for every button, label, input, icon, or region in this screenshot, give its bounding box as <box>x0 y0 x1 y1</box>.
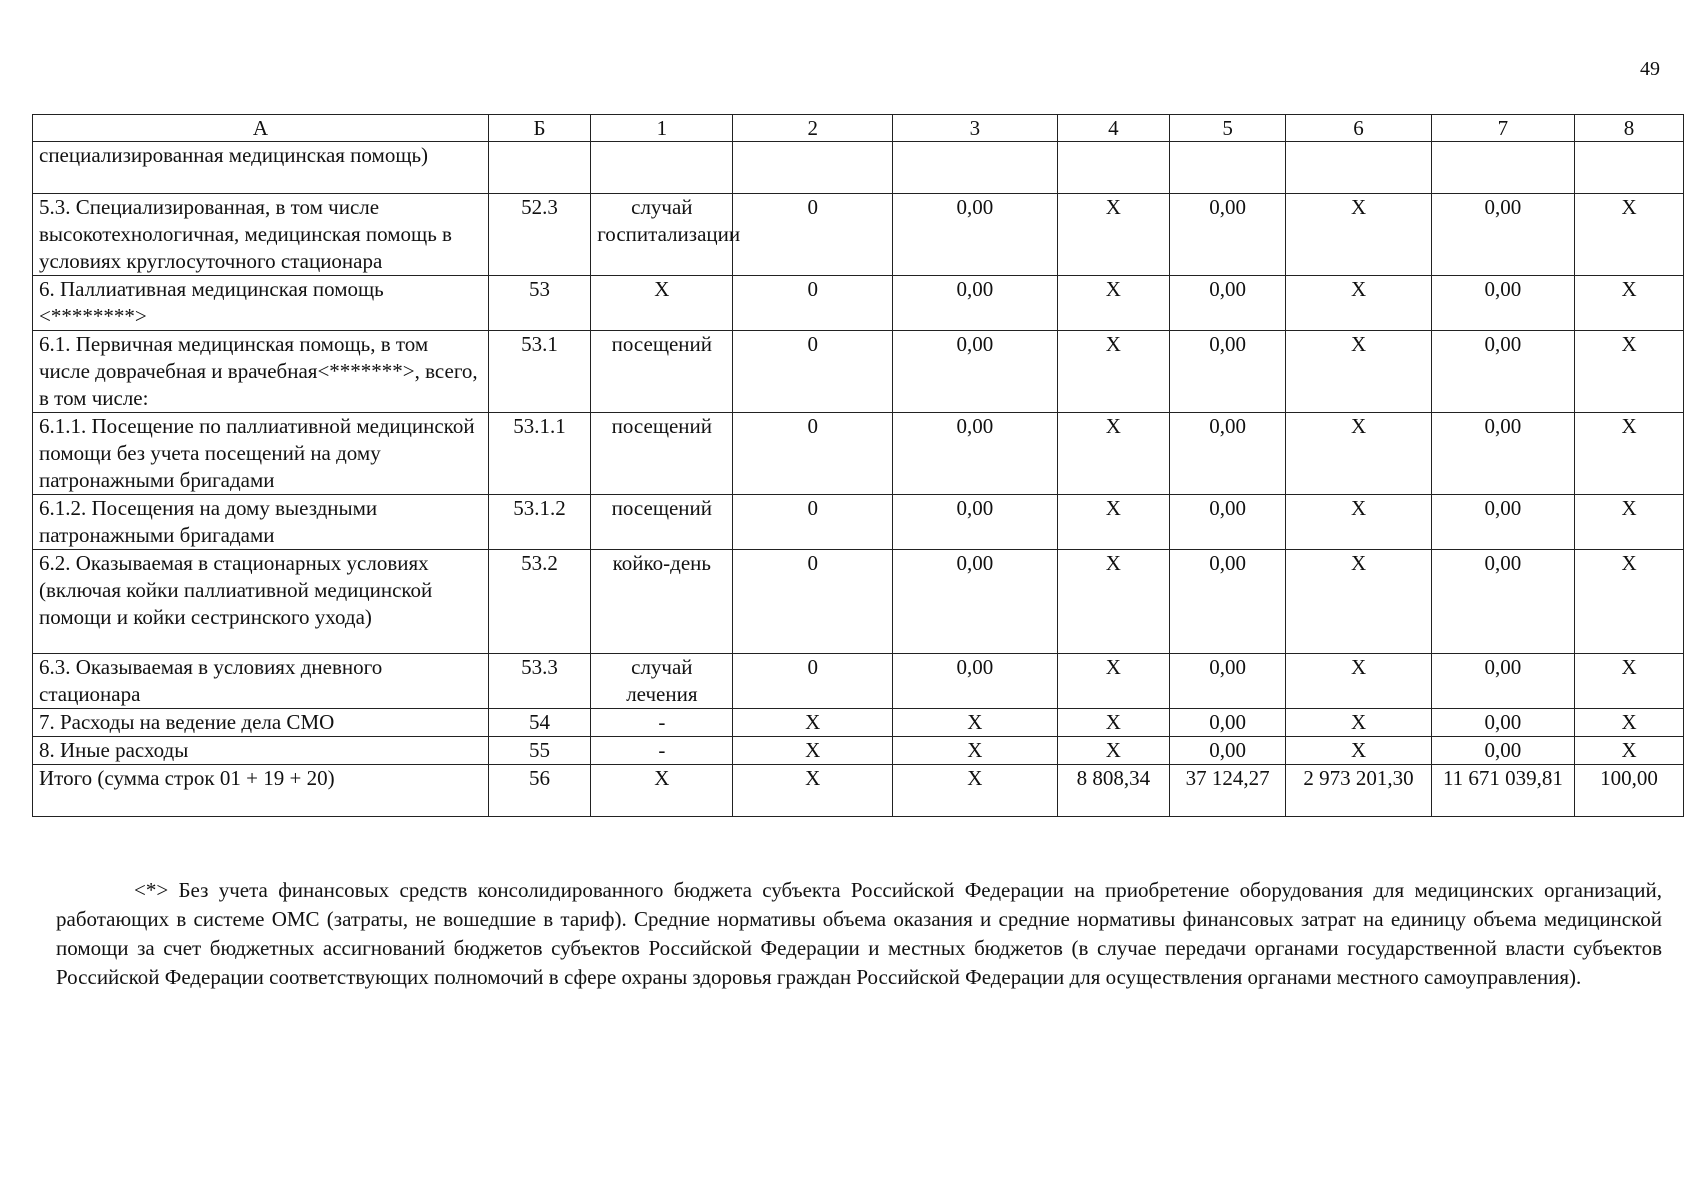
table-cell <box>591 142 733 194</box>
header-cell: 2 <box>733 115 892 142</box>
table-cell: 0,00 <box>892 331 1057 413</box>
table-cell: 0,00 <box>1169 654 1285 709</box>
table-cell: X <box>1286 331 1431 413</box>
table-cell: - <box>591 709 733 737</box>
row-label-cell: 6.1.1. Посещение по паллиативной медицинской помощи без учета посещений на дому патронажными бригадами <box>33 413 489 495</box>
table-cell: 0,00 <box>1431 550 1574 654</box>
table-cell: посещений <box>591 331 733 413</box>
table-cell: случай госпитализации <box>591 194 733 276</box>
table-cell: X <box>1575 709 1684 737</box>
table-cell: 53.1.1 <box>488 413 590 495</box>
table-row <box>33 142 1684 194</box>
table-cell: 0,00 <box>1169 550 1285 654</box>
table-row <box>33 194 1684 276</box>
table-cell: 53.1.2 <box>488 495 590 550</box>
table-cell: 0,00 <box>1169 194 1285 276</box>
table-cell: 0,00 <box>1431 276 1574 331</box>
table-cell: посещений <box>591 495 733 550</box>
table-cell: 53.1 <box>488 331 590 413</box>
table-cell: койко-день <box>591 550 733 654</box>
table-cell: 0,00 <box>1431 413 1574 495</box>
table-cell: X <box>1575 331 1684 413</box>
table-cell <box>733 142 892 194</box>
table-cell: 0,00 <box>892 654 1057 709</box>
table-cell: 0 <box>733 276 892 331</box>
footnote: <*> Без учета финансовых средств консолидированного бюджета субъекта Российской Федерации на приобретение оборудования для медицинских организаций, работающих в системе ОМС (затраты, не вошедшие в тариф). Средние нормативы объема оказания и средние нормативы финансовых затрат на единицу объема медицинской помощи за счет бюджетных ассигнований бюджетов субъектов Российской Федерации и местных бюджетов (в случае передачи органами государственной власти субъектов Российской Федерации соответствующих полномочий в сфере охраны здоровья граждан Российской Федерации для осуществления органами местного самоуправления). <box>56 878 1662 989</box>
table-cell: 0 <box>733 654 892 709</box>
table-cell <box>1169 142 1285 194</box>
row-label-cell: 5.3. Специализированная, в том числе высокотехнологичная, медицинская помощь в условиях круглосуточного стационара <box>33 194 489 276</box>
table-cell: X <box>1057 654 1169 709</box>
table-cell: X <box>733 709 892 737</box>
table-cell: 53.3 <box>488 654 590 709</box>
table-cell: X <box>1057 550 1169 654</box>
table-cell: X <box>1286 654 1431 709</box>
table-cell: X <box>1575 654 1684 709</box>
table-cell: X <box>1057 413 1169 495</box>
header-row <box>33 115 1684 142</box>
table-cell: 0,00 <box>892 194 1057 276</box>
table-cell: X <box>1575 550 1684 654</box>
row-label-cell: 6.2. Оказываемая в стационарных условиях (включая койки паллиативной медицинской помощи и койки сестринского ухода) <box>33 550 489 654</box>
header-cell: 6 <box>1286 115 1431 142</box>
header-cell: 4 <box>1057 115 1169 142</box>
row-label-cell: 6.3. Оказываемая в условиях дневного стационара <box>33 654 489 709</box>
table-cell: X <box>591 276 733 331</box>
table-cell: 0,00 <box>892 550 1057 654</box>
header-cell: 7 <box>1431 115 1574 142</box>
table-cell: X <box>733 765 892 817</box>
table-row <box>33 413 1684 495</box>
table-cell: X <box>1057 194 1169 276</box>
table-cell: - <box>591 737 733 765</box>
table-cell: 0,00 <box>892 413 1057 495</box>
table-cell: X <box>1575 495 1684 550</box>
table-cell <box>1431 142 1574 194</box>
table-cell: 0,00 <box>1169 276 1285 331</box>
header-cell: 1 <box>591 115 733 142</box>
table-cell: X <box>892 737 1057 765</box>
table-row <box>33 550 1684 654</box>
header-cell: 3 <box>892 115 1057 142</box>
table-row <box>33 654 1684 709</box>
row-label-cell: 6.1. Первичная медицинская помощь, в том числе доврачебная и врачебная<*******>, всего, в том числе: <box>33 331 489 413</box>
table-cell: X <box>1057 709 1169 737</box>
table-cell <box>488 142 590 194</box>
table-cell: 55 <box>488 737 590 765</box>
data-table <box>32 114 1684 817</box>
table-row <box>33 495 1684 550</box>
table-cell: X <box>733 737 892 765</box>
table-cell: X <box>1286 737 1431 765</box>
table-cell <box>892 142 1057 194</box>
table-cell: 0,00 <box>1431 709 1574 737</box>
table-cell: 0,00 <box>1431 737 1574 765</box>
page-number: 49 <box>1640 58 1660 80</box>
table-cell: X <box>1286 194 1431 276</box>
table-row <box>33 331 1684 413</box>
table-cell: посещений <box>591 413 733 495</box>
table-cell: 0,00 <box>1431 654 1574 709</box>
table-cell: 37 124,27 <box>1169 765 1285 817</box>
header-cell: Б <box>488 115 590 142</box>
table-cell: 0,00 <box>1169 737 1285 765</box>
table-cell: 0 <box>733 550 892 654</box>
table-cell: X <box>1286 550 1431 654</box>
row-label-cell: 6.1.2. Посещения на дому выездными патронажными бригадами <box>33 495 489 550</box>
table-cell: X <box>892 709 1057 737</box>
table-cell: X <box>1575 194 1684 276</box>
table-cell: 56 <box>488 765 590 817</box>
table-cell: 8 808,34 <box>1057 765 1169 817</box>
table-cell: 0,00 <box>1431 495 1574 550</box>
table-cell: 53.2 <box>488 550 590 654</box>
row-label-cell: 6. Паллиативная медицинская помощь <********> <box>33 276 489 331</box>
table-row <box>33 765 1684 817</box>
table-cell: X <box>1286 413 1431 495</box>
table-cell: 52.3 <box>488 194 590 276</box>
table-cell: 0,00 <box>1169 331 1285 413</box>
table-row <box>33 737 1684 765</box>
table-cell: 0,00 <box>1169 413 1285 495</box>
table-cell: X <box>1057 276 1169 331</box>
table-cell: 0 <box>733 495 892 550</box>
table-cell: X <box>1057 331 1169 413</box>
table-row <box>33 709 1684 737</box>
table-cell: X <box>1575 413 1684 495</box>
table-row <box>33 276 1684 331</box>
table-cell: 0,00 <box>892 276 1057 331</box>
table-cell: 0,00 <box>892 495 1057 550</box>
table-cell: X <box>591 765 733 817</box>
table-cell: X <box>1057 737 1169 765</box>
table-body <box>33 142 1684 817</box>
table-cell: X <box>1575 737 1684 765</box>
table-cell: 0,00 <box>1169 709 1285 737</box>
table-cell: 0,00 <box>1431 331 1574 413</box>
table-cell: 100,00 <box>1575 765 1684 817</box>
table-cell: 53 <box>488 276 590 331</box>
table-cell: X <box>1057 495 1169 550</box>
table-cell: X <box>1575 276 1684 331</box>
row-label-cell: 7. Расходы на ведение дела СМО <box>33 709 489 737</box>
table-cell <box>1575 142 1684 194</box>
header-cell: 5 <box>1169 115 1285 142</box>
table-cell: 0,00 <box>1169 495 1285 550</box>
table-cell: 11 671 039,81 <box>1431 765 1574 817</box>
table-cell: X <box>1286 495 1431 550</box>
table-cell: X <box>892 765 1057 817</box>
table-cell: X <box>1286 709 1431 737</box>
table-cell: 0,00 <box>1431 194 1574 276</box>
table-cell: 0 <box>733 331 892 413</box>
table-cell <box>1286 142 1431 194</box>
table-cell: 0 <box>733 413 892 495</box>
table-cell: 54 <box>488 709 590 737</box>
row-label-cell: Итого (сумма строк 01 + 19 + 20) <box>33 765 489 817</box>
table-cell: 0 <box>733 194 892 276</box>
header-cell: 8 <box>1575 115 1684 142</box>
header-cell: А <box>33 115 489 142</box>
table-cell: X <box>1286 276 1431 331</box>
table-cell: случай лечения <box>591 654 733 709</box>
row-label-cell: 8. Иные расходы <box>33 737 489 765</box>
row-label-cell: специализированная медицинская помощь) <box>33 142 489 194</box>
table-cell <box>1057 142 1169 194</box>
table-cell: 2 973 201,30 <box>1286 765 1431 817</box>
